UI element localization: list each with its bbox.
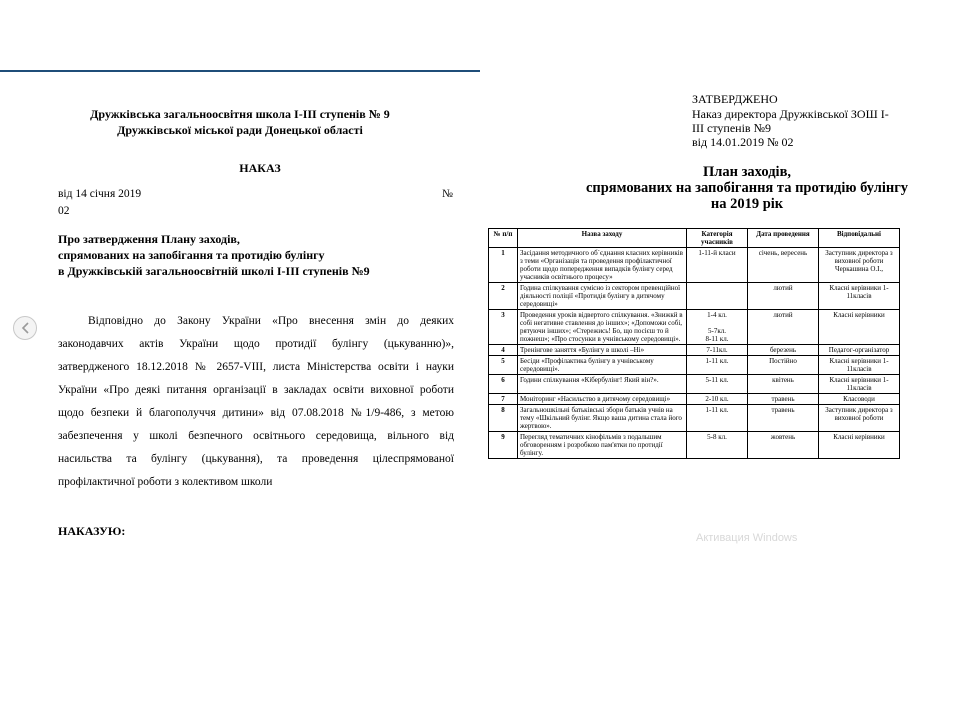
body-line: законодавчих актів України щодо протидії булінгу (цькуванню)», bbox=[58, 338, 454, 350]
plan-table bbox=[488, 228, 900, 459]
order-document-page bbox=[0, 74, 480, 574]
plan-title-line: План заходів, bbox=[702, 164, 792, 180]
approval-line: від 14.01.2019 № 02 bbox=[692, 135, 794, 149]
table-cell: Класні керівники bbox=[819, 310, 900, 345]
approval-line: ІІІ ступенів №9 bbox=[692, 121, 772, 135]
approval-line: Наказ директора Дружківської ЗОШ І- bbox=[692, 107, 889, 121]
table-cell: лютий bbox=[748, 283, 819, 310]
plan-table-row bbox=[489, 248, 900, 283]
table-cell: січень, вересень bbox=[748, 248, 819, 283]
table-cell: 5-11 кл. bbox=[687, 375, 748, 394]
table-cell: 5-8 кл. bbox=[687, 432, 748, 459]
header-cell: Дата проведення bbox=[748, 229, 819, 248]
plan-table-row bbox=[489, 283, 900, 310]
table-cell: Бесіди «Профілактика булінгу в учнівському середовищі». bbox=[518, 356, 687, 375]
previous-slide-button[interactable] bbox=[13, 316, 37, 340]
school-name-line2: Дружківської міської ради Донецької області bbox=[117, 123, 363, 137]
table-cell: Проведення уроків відвертого спілкування. «Знижкй в собі негативне ставлення до інших»; «Допоможи собі, рятуючи інших»; «Стережись! Бо, що посієш то й пожнеш»; «Про стосунки в учнівському середовищі». bbox=[518, 310, 687, 345]
table-cell: 1-11 кл. bbox=[687, 405, 748, 432]
subject-line: спрямованих на запобігання та протидію булінгу bbox=[58, 248, 325, 262]
plan-table-row bbox=[489, 432, 900, 459]
plan-table-row bbox=[489, 405, 900, 432]
table-cell: 4 bbox=[489, 345, 518, 356]
school-name-line1: Дружківська загальноосвітня школа І-ІІІ ступенів № 9 bbox=[90, 107, 390, 121]
order-subject bbox=[58, 231, 370, 279]
body-line: України «Про деякі питання організації в закладах освіти виховної роботи bbox=[58, 384, 454, 396]
table-cell: 1-4 кл. 5-7кл. 8-11 кл. bbox=[687, 310, 748, 345]
body-line: Відповідно до Закону України «Про внесення змін до деяких bbox=[88, 315, 454, 327]
header-cell: Назва заходу bbox=[518, 229, 687, 248]
plan-table-header-row bbox=[489, 229, 900, 248]
table-cell: 7 bbox=[489, 394, 518, 405]
plan-table-row bbox=[489, 394, 900, 405]
table-cell: Класні керівники bbox=[819, 432, 900, 459]
table-cell bbox=[687, 283, 748, 310]
plan-title-line: на 2019 рік bbox=[710, 196, 784, 212]
table-cell: Постійно bbox=[748, 356, 819, 375]
table-cell: травень bbox=[748, 394, 819, 405]
table-cell: Заступник директора з виховної роботи bbox=[819, 405, 900, 432]
table-cell: Класні керівники 1-11класів bbox=[819, 283, 900, 310]
order-number-sign: № bbox=[442, 188, 453, 200]
table-cell: 1-11 кл. bbox=[687, 356, 748, 375]
order-directive-word: НАКАЗУЮ: bbox=[58, 524, 126, 538]
chevron-left-icon bbox=[20, 322, 31, 334]
table-cell: Класні керівники 1-11класів bbox=[819, 356, 900, 375]
table-cell: Педагог-організатор bbox=[819, 345, 900, 356]
plan-table-row bbox=[489, 375, 900, 394]
table-cell: 8 bbox=[489, 405, 518, 432]
header-cell: Категорія учасників bbox=[687, 229, 748, 248]
table-cell: 1 bbox=[489, 248, 518, 283]
table-cell: Тренінгове заняття «Булінгу в школі –Ні» bbox=[518, 345, 687, 356]
table-cell: жовтень bbox=[748, 432, 819, 459]
body-line: профілактичної роботи з колективом школи bbox=[58, 476, 273, 488]
body-line: щодо безпеки й благополуччя дитини» від 07.08.2018 №1/9-486, з метою bbox=[58, 407, 454, 419]
header-cell: № п/п bbox=[489, 229, 518, 248]
subject-line: в Дружківській загальноосвітній школі І-ІІІ ступенів №9 bbox=[58, 264, 370, 278]
table-cell: лютий bbox=[748, 310, 819, 345]
table-cell: Засідання методичного об`єднання класних керівників з теми «Організація та проведення профілактичної роботи щодо попередження випадків булінгу серед учасників освітнього процесу» bbox=[518, 248, 687, 283]
table-cell: Класні керівники 1-11класів bbox=[819, 375, 900, 394]
body-line: затвердженого 18.12.2018 № 2657-VIII, листа Міністерства освіти і науки bbox=[58, 361, 454, 373]
top-divider-line bbox=[0, 70, 480, 72]
plan-table-row bbox=[489, 345, 900, 356]
table-cell: Моніторинг «Насильство в дитячому середовищі» bbox=[518, 394, 687, 405]
table-cell: Перегляд тематичних кінофільмів з подальшим обговоренням і розробкою пам'ятки по протидії булінгу. bbox=[518, 432, 687, 459]
order-number-value: 02 bbox=[58, 205, 70, 217]
table-cell: Загальношкільні батьківські збори батьків учнів на тему «Шкільний булінг. Якщо ваша дитина стала його жертвою». bbox=[518, 405, 687, 432]
plan-table-row bbox=[489, 310, 900, 345]
plan-table-row bbox=[489, 356, 900, 375]
table-cell: травень bbox=[748, 405, 819, 432]
order-date: від 14 січня 2019 bbox=[58, 188, 142, 200]
table-cell: 2 bbox=[489, 283, 518, 310]
table-cell: 5 bbox=[489, 356, 518, 375]
table-cell: 3 bbox=[489, 310, 518, 345]
table-cell: 2-10 кл. bbox=[687, 394, 748, 405]
body-line: забезпечення у школі безпечного освітнього середовища, вільного від bbox=[58, 430, 454, 442]
table-cell: квітень bbox=[748, 375, 819, 394]
table-cell: 9 bbox=[489, 432, 518, 459]
plan-title-line: спрямованих на запобігання та протидію булінгу bbox=[585, 180, 909, 196]
approval-line: ЗАТВЕРДЖЕНО bbox=[692, 92, 778, 106]
subject-line: Про затвердження Плану заходів, bbox=[58, 232, 240, 246]
table-cell: Заступник директора з виховної роботи Черкашина О.І., bbox=[819, 248, 900, 283]
table-cell: Години спілкування «Кібербулінг! Який він?». bbox=[518, 375, 687, 394]
table-cell: Класоводи bbox=[819, 394, 900, 405]
table-cell: 6 bbox=[489, 375, 518, 394]
table-cell: 7-11кл. bbox=[687, 345, 748, 356]
table-cell: Година спілкування сумісно із сектором превенційної діяльності поліції «Протидія булінгу в дитячому середовищі» bbox=[518, 283, 687, 310]
table-cell: 1-11-й класи bbox=[687, 248, 748, 283]
activation-watermark: Активация Windows bbox=[696, 532, 798, 544]
document-title: НАКАЗ bbox=[239, 161, 281, 175]
table-cell: березень bbox=[748, 345, 819, 356]
plan-document-page bbox=[482, 88, 922, 544]
header-cell: Відповідальні bbox=[819, 229, 900, 248]
body-line: насильства та булінгу (цькування), та проведення цілеспрямованої bbox=[58, 453, 454, 465]
